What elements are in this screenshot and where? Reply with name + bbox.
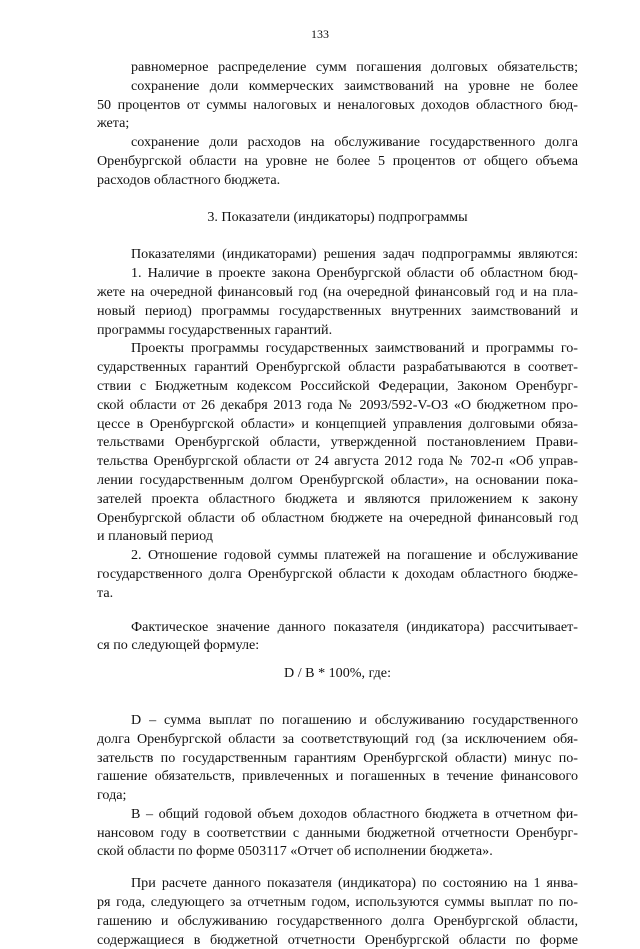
text-line: гашению и обслуживанию государственного долга Оренбургской области, <box>97 912 578 929</box>
text-line: та. <box>97 584 114 601</box>
text-line: Фактическое значение данного показателя (индикатора) рассчитывает- <box>131 618 578 635</box>
text-line: тельства Оренбургской области от 24 августа 2012 года № 702-п «Об управ- <box>97 453 578 470</box>
text-line: зательств по государственным гарантиям Оренбургской области) минус по- <box>97 749 578 766</box>
text-line: новый период) программы государственных внутренних заимствований и <box>97 302 578 319</box>
text-line: зателей проекта областного бюджета и являются приложением к закону <box>97 490 578 507</box>
text-line: 1. Наличие в проекте закона Оренбургской области об областном бюд- <box>131 265 578 282</box>
text-line: тельствами Оренбургской области, утвержденной постановлением Прави- <box>97 434 578 451</box>
text-line: сохранение доли расходов на обслуживание государственного долга <box>131 134 578 151</box>
text-line: и плановый период <box>97 528 213 545</box>
formula: D / B * 100%, где: <box>284 665 391 682</box>
text-line: нансовом году в соответствии с данными бюджетной отчетности Оренбург- <box>97 824 578 841</box>
text-line: равномерное распределение сумм погашения долговых обязательств; <box>131 59 578 75</box>
text-line: ской области от 26 декабря 2013 года № 2093/592-V-ОЗ «О бюджетном про- <box>97 396 578 413</box>
text-line: цессе в Оренбургской области» и концепцией управления долговыми обяза- <box>97 415 578 432</box>
text-line: Оренбургской области об областном бюджете на очередной финансовый год <box>97 509 578 526</box>
text-line: программы государственных гарантий. <box>97 321 333 338</box>
text-line: Проекты программы государственных заимствований и программы го- <box>131 340 578 357</box>
text-line: ся по следующей формуле: <box>97 637 260 654</box>
text-line: D – сумма выплат по погашению и обслуживанию государственного <box>131 711 578 728</box>
text-line: государственного долга Оренбургской области к доходам областного бюдже- <box>97 565 578 582</box>
text-line: ской области по форме 0503117 «Отчет об исполнении бюджета». <box>97 843 493 860</box>
text-line: лении государственным долгом Оренбургской области», на основании пока- <box>97 471 578 488</box>
text-line: В – общий годовой объем доходов областного бюджета в отчетном фи- <box>131 805 578 822</box>
text-line: сударственных гарантий Оренбургской области разрабатываются в соответ- <box>97 359 578 376</box>
text-line: расходов областного бюджета. <box>97 171 281 188</box>
text-line: жете на очередной финансовый год (на очередной финансовый год и на пла- <box>97 283 578 300</box>
text-line: содержащиеся в бюджетной отчетности Оренбургской области по форме <box>97 931 578 948</box>
text-line: ря года, следующего за отчетным годом, используются суммы выплат по по- <box>97 894 578 911</box>
text-line: гашение обязательств, привлеченных и погашенных в течение финансового <box>97 768 578 785</box>
text-line: долга Оренбургской области за соответствующий год (за исключением обя- <box>97 730 578 747</box>
text-line: жета; <box>97 115 130 132</box>
text-line: ствии с Бюджетным кодексом Российской Федерации, Законом Оренбург- <box>97 377 578 394</box>
text-line: года; <box>97 787 127 804</box>
section-heading: 3. Показатели (индикаторы) подпрограммы <box>207 208 468 225</box>
text-line: сохранение доли коммерческих заимствований на уровне не более <box>131 77 578 94</box>
text-line: Показателями (индикаторами) решения задач подпрограммы являются: <box>131 246 578 263</box>
text-line: 50 процентов от суммы налоговых и неналоговых доходов областного бюд- <box>97 96 578 113</box>
document-body <box>97 58 578 949</box>
text-line: При расчете данного показателя (индикатора) по состоянию на 1 янва- <box>131 875 578 892</box>
text-line: 2. Отношение годовой суммы платежей на погашение и обслуживание <box>131 547 578 564</box>
text-line: Оренбургской области на уровне не более 5 процентов от общего объема <box>97 152 578 169</box>
page-number: 133 <box>311 27 329 41</box>
